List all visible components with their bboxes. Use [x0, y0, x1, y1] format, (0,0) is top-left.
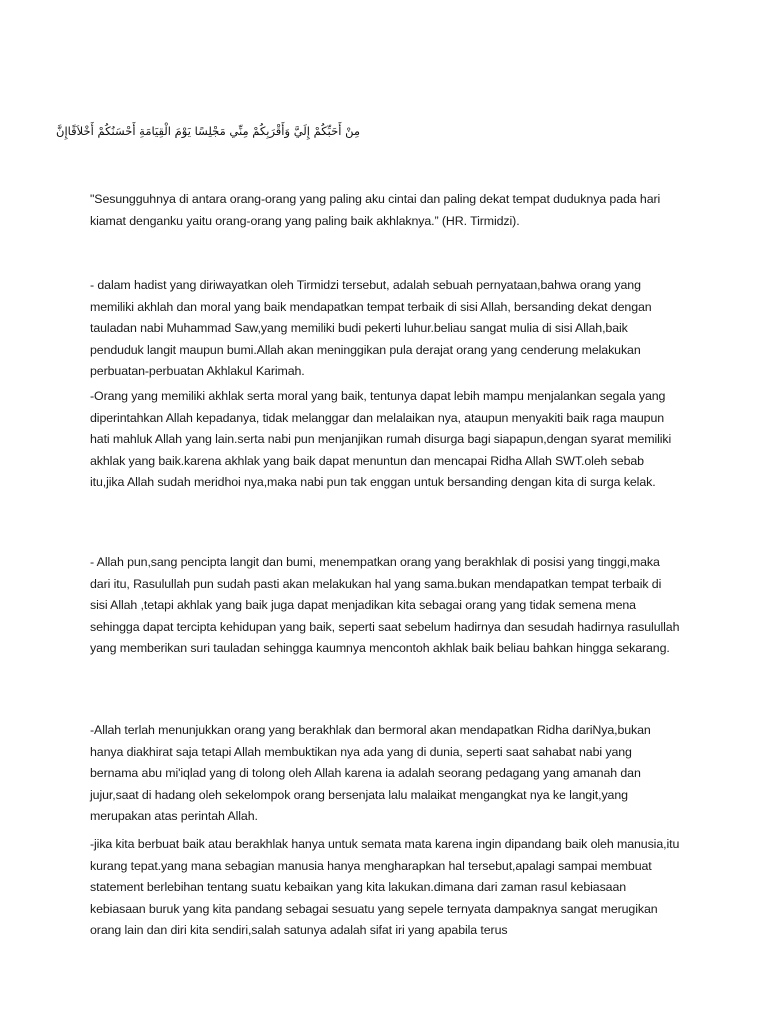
hadith-translation-paragraph: "Sesungguhnya di antara orang-orang yang paling aku cintai dan paling dekat tempat duduknya pada hari kiamat denganku yaitu orang-orang yang paling baik akhlaknya.” (HR. Tirmidzi).: [90, 192, 661, 228]
body-paragraph: -jika kita berbuat baik atau berakhlak hanya untuk semata mata karena ingin dipandang baik oleh manusia,itu kurang tepat.yang mana sebagian manusia hanya mengharapkan hal tersebut,apalagi sampai membuat statement berlebihan tentang suatu kebaikan yang kita lakukan.dimana dari zaman rasul kebiasaan kebiasaan buruk yang kita pandang sebagai sesuatu yang sepele ternyata dampaknya sangat merugikan orang lain dan diri kita sendiri,salah satunya adalah sifat iri yang apabila terus: [90, 837, 680, 938]
body-paragraph: -Orang yang memiliki akhlak serta moral yang baik, tentunya dapat lebih mampu menjalankan segala yang diperintahkan Allah kepadanya, tidak melanggar dan melalaikan nya, ataupun menyakiti baik raga maupun hati mahluk Allah yang lain.serta nabi pun menjanjikan rumah disurga bagi siapapun,dengan syarat memiliki akhlak yang baik.karena akhlak yang baik dapat menuntun dan mencapai Ridha Allah SWT.oleh sebab itu,jika Allah sudah meridhoi nya,maka nabi pun tak enggan untuk bersanding dengan kita di surga kelak.: [90, 389, 672, 490]
arabic-hadith-text: مِنْ أَحَبِّكُمْ إِلَيَّ وَأَقْرَبِكُمْ مِنِّي مَجْلِسًا يَوْمَ الْقِيَامَةِ أَحْسَنُكُمْ أَخْلاَقًاإِنَّ: [56, 124, 360, 138]
body-paragraph: -Allah terlah menunjukkan orang yang berakhlak dan bermoral akan mendapatkan Ridha dariNya,bukan hanya diakhirat saja tetapi Allah membuktikan nya ada yang di dunia, seperti saat sahabat nabi yang bernama abu mi'iqlad yang di tolong oleh Allah karena ia adalah seorang pedagang yang amanah dan jujur,saat di hadang oleh sekelompok orang bersenjata lalu malaikat mengangkat nya ke langit,yang merupakan atas perintah Allah.: [90, 723, 651, 824]
body-paragraph: - dalam hadist yang diriwayatkan oleh Tirmidzi tersebut, adalah sebuah pernyataan,bahwa orang yang memiliki akhlah dan moral yang baik mendapatkan tempat terbaik di sisi Allah, bersanding dekat dengan tauladan nabi Muhammad Saw,yang memiliki budi pekerti luhur.beliau sangat mulia di sisi Allah,baik penduduk langit maupun bumi.Allah akan meninggikan pula derajat orang yang cenderung melakukan perbuatan-perbuatan Akhlakul Karimah.: [90, 278, 652, 379]
body-paragraph: - Allah pun,sang pencipta langit dan bumi, menempatkan orang yang berakhlak di posisi yang tinggi,maka dari itu, Rasulullah pun sudah pasti akan melakukan hal yang sama.bukan mendapatkan tempat terbaik di sisi Allah ,tetapi akhlak yang baik juga dapat menjadikan kita sebagai orang yang tidak semena mena sehingga dapat tercipta kehidupan yang baik, seperti saat sebelum hadirnya dan sesudah hadirnya rasulullah yang memberikan suri tauladan sehingga kaumnya mencontoh akhlak baik beliau bahkan hingga sekarang.: [90, 555, 680, 656]
